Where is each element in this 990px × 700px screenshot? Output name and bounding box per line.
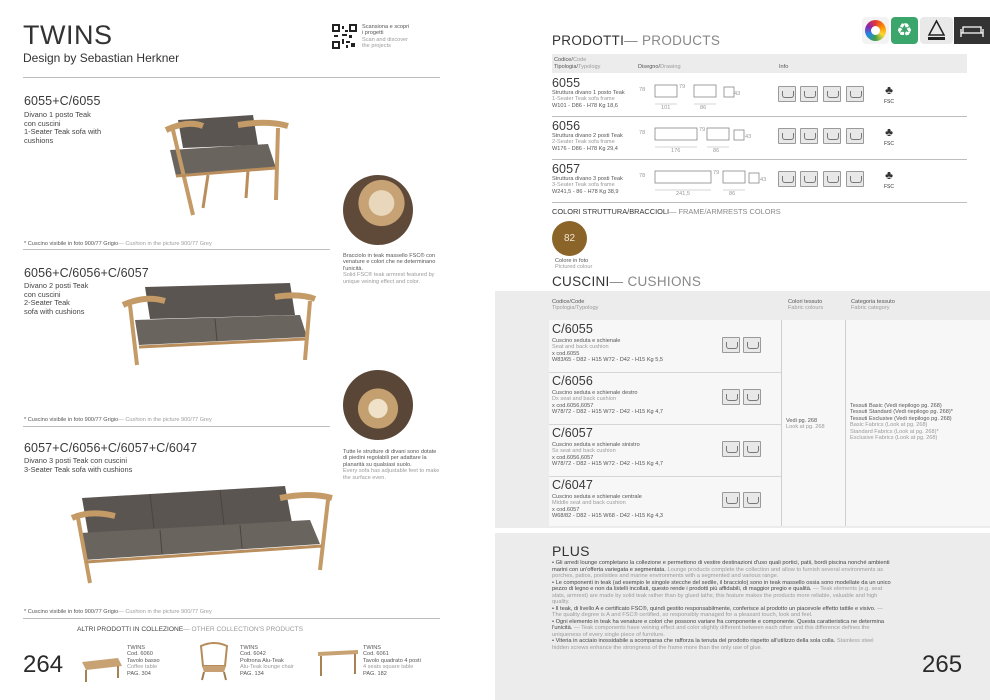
cushion-row-c6055[interactable]: C/6055 Cuscino seduta e schienale Seat and back cushion x cod.6055 W83/65 - D82 - H15 W72 - D42 - H15 Kg 5,5: [552, 322, 663, 364]
fsc-icon: ♣ FSC: [884, 125, 894, 147]
product-code: 6057+C/6056+C/6057+C/6047: [24, 441, 198, 455]
seat-info-icon[interactable]: [778, 171, 796, 187]
product-code: 6055+C/6055: [24, 94, 101, 108]
other-product-square-table[interactable]: TWINS Cod. 6061 Tavolo quadrato 4 posti 4 seats square table PAG. 182: [316, 640, 441, 685]
plus-item: • Il teak, di livello A e certificato FSC®, quindi gestito responsabilmente, conferisce al prodotto un piacevole effetto tattile e visivo. — The quality degree is A and FSC® certified, so responsibly managed for a pleasant touch, look and feel.: [552, 605, 883, 618]
fabric-categories: Tessuti Basic (Vedi riepilogo pg. 268) Tessuti Standard (Vedi riepilogo pg. 268)* Tessuti Exclusive (Vedi riepilogo pg. 268) Basic Fabrics (Look at pg. 268) Standard Fabrics (Look at pg. 268)* Exclusive Fabrics (Look at pg. 268): [850, 403, 953, 442]
stack-info-icon[interactable]: [823, 171, 841, 187]
cushion-care-icon[interactable]: [743, 337, 761, 353]
color-swatch-caption: Colore in foto Pictured colour: [555, 258, 593, 271]
page-number-right: 265: [922, 651, 963, 678]
weight-icon[interactable]: [920, 17, 953, 44]
recycle-icon[interactable]: ♻: [891, 17, 918, 44]
two-seater-image: [115, 275, 320, 375]
armrest-info-icon[interactable]: [800, 128, 818, 144]
category-column-divider: [845, 320, 846, 526]
assembly-info-icon[interactable]: [846, 128, 864, 144]
sofa-icon[interactable]: [954, 17, 990, 44]
qr-code[interactable]: [332, 24, 357, 49]
cushion-row-c6057[interactable]: C/6057 Cuscino seduta e schienale sinistro Sx seat and back cushion x cod.6056,6057 W78/72 - D82 - H15 W72 - D42 - H15 Kg 4,7: [552, 426, 663, 468]
fabric-column-divider: [781, 320, 782, 526]
stack-info-icon[interactable]: [823, 128, 841, 144]
cushion-note-3: * Cuscino visibile in foto 900/77 Grigio— Cushion in the picture 900/77 Grey: [24, 609, 212, 615]
product-desc-it: Divano 2 posti Teak con cuscini: [24, 281, 89, 299]
qr-caption: Scansiona e scopri i progetti Scan and discover the projects: [362, 24, 410, 50]
product-block-6055: [24, 94, 149, 145]
fabric-reference: Vedi pg. 268 Look at pg. 268: [786, 418, 825, 431]
plus-item: • Gli arredi lounge completano la collezione e permettono di vestire destinazioni d'uso quali portici, patii, bordi piscina nonché ambienti marini con un'offerta variegata e segmentata. Lounge products complete the collection and allow to furnish several environments as porches, patios, poolsides and marine environments with a segmented and various range.: [552, 560, 890, 579]
cushion-care-icon[interactable]: [743, 492, 761, 508]
armrest-info-icon[interactable]: [800, 171, 818, 187]
assembly-info-icon[interactable]: [846, 171, 864, 187]
cushion-care-icon[interactable]: [743, 389, 761, 405]
product-desc-en: 1-Seater Teak sofa with cushions: [24, 127, 102, 145]
plus-item: • Le componenti in teak (ad esempio le singole stecche del sedile, il bracciolo) sono in teak massello ossia sono modellate da un unico pezzo di legno e non da listelli incollati, questo rende i prodotti più affidabili, di maggior pregio e qualità. — Teak elements (e.g. seat slats, armrest) are made by solid teak rather than by glued laths; this feature makes the products more reliable, valuable and high quality.: [552, 579, 891, 605]
plus-item: • Ogni elemento in teak ha venature e colori che possono variare fra componente e componente. Questa caratteristica ne determina l'unicità. — Teak components have veining effect and color slightly different between each other and this difference defines the uniqueness of every single piece of furniture.: [552, 618, 885, 638]
fsc-icon: ♣ FSC: [884, 168, 894, 190]
assembly-info-icon[interactable]: [846, 86, 864, 102]
plus-list: [552, 560, 892, 651]
products-table-header: Codice/Code Tipologia/Typology Disegno/Drawing Info: [552, 54, 967, 73]
product-desc-it: Divano 3 posti Teak con cuscini: [24, 456, 127, 465]
product-row-6055[interactable]: 6055 Struttura divano 1 posto Teak 1-Seater Teak sofa frame W101 - D86 - H78 Kg 18,6: [552, 76, 625, 109]
products-header: PRODOTTI— PRODUCTS: [552, 33, 721, 48]
drawing-6056: 78 79 43 176 86: [639, 127, 752, 154]
product-row-6057[interactable]: 6057 Struttura divano 3 posti Teak 3-Seater Teak sofa frame W241,5 - 86 - H78 Kg 38,9: [552, 162, 623, 195]
armrest-detail-text: Bracciolo in teak massello FSC® con venature e colori che ne determinano l'unicità. Solid FSC® teak armrest featured by unique veining effect and color.: [343, 253, 436, 285]
other-products-title: ALTRI PRODOTTI IN COLLEZIONE— OTHER COLLECTION'S PRODUCTS: [77, 626, 304, 633]
color-swatch-82[interactable]: 82: [552, 221, 587, 256]
cushion-row-c6047[interactable]: C/6047 Cuscino seduta e schienale centrale Middle seat and back cushion x cod.6057 W68/82 - D82 - H15 W68 - D42 - H15 Kg 4,3: [552, 478, 663, 520]
three-seater-image: [70, 478, 340, 593]
product-desc-en: 3-Seater Teak sofa with cushions: [24, 464, 133, 474]
armchair-image: [148, 100, 298, 218]
armrest-detail-image: [343, 175, 413, 245]
cushion-note-1: * Cuscino visibile in foto 900/77 Grigio— Cushion in the picture 900/77 Grey: [24, 241, 212, 247]
feet-detail-text: Tutte le strutture di divani sono dotate di piedini regolabili per adattare la planarità su qualsiasi suolo. Every sofa has adjustable feet to make the surface even.: [343, 449, 440, 481]
cushion-seat-icon[interactable]: [722, 441, 740, 457]
cushions-col-code: Codice/Code Tipologia/Typology: [552, 299, 599, 312]
color-wheel-icon[interactable]: [862, 17, 889, 44]
product-code: 6056+C/6056+C/6057: [24, 266, 149, 280]
drawing-6057: 78 79 43 241,5 86: [639, 170, 767, 197]
divider: [23, 77, 440, 78]
cushion-seat-icon[interactable]: [722, 337, 740, 353]
cushion-note-2: * Cuscino visibile in foto 900/77 Grigio— Cushion in the picture 900/77 Grey: [24, 417, 212, 423]
page-title: TWINS: [23, 20, 113, 50]
plus-title: PLUS: [552, 543, 590, 559]
seat-info-icon[interactable]: [778, 128, 796, 144]
stack-info-icon[interactable]: [823, 86, 841, 102]
seat-info-icon[interactable]: [778, 86, 796, 102]
fsc-icon: ♣ FSC: [884, 83, 894, 105]
cushions-col-category: Categoria tessuto Fabric category: [851, 299, 895, 312]
plus-item: • Viteria in acciaio inossidabile a scomparsa che rafforza la tenuta del prodotto rispetto all'utilizzo della sola colla. Stainless steel hidden screws enhance the strongness of the frame more than the only use of glue.: [552, 638, 874, 651]
cushion-row-c6056[interactable]: C/6056 Cuscino seduta e schienale destro Dx seat and back cushion x cod.6056,6057 W78/72 - D82 - H15 W72 - D42 - H15 Kg 4,7: [552, 374, 663, 416]
cushion-seat-icon[interactable]: [722, 389, 740, 405]
cushion-care-icon[interactable]: [743, 441, 761, 457]
page-subtitle: Design by Sebastian Herkner: [23, 51, 180, 65]
drawing-6055: 78 79 43 101 86: [639, 84, 741, 111]
product-desc-en: 2-Seater Teak sofa with cushions: [24, 298, 85, 316]
cushions-header: CUSCINI— CUSHIONS: [552, 274, 702, 289]
page-number-left: 264: [23, 651, 64, 678]
cushion-seat-icon[interactable]: [722, 492, 740, 508]
other-product-lounge-chair[interactable]: TWINS Cod. 6042 Poltrona Alu-Teak Alu-Teak lounge chair PAG. 134: [193, 640, 313, 685]
product-block-6057: [24, 441, 244, 474]
other-product-coffee-table[interactable]: TWINS Cod. 6060 Tavolo basso Coffee table PAG. 304: [78, 640, 238, 685]
product-desc-it: Divano 1 posto Teak con cuscini: [24, 110, 91, 128]
armrest-info-icon[interactable]: [800, 86, 818, 102]
product-row-6056[interactable]: 6056 Struttura divano 2 posti Teak 2-Seater Teak sofa frame W176 - D86 - H78 Kg 29,4: [552, 119, 623, 152]
colors-title: COLORI STRUTTURA/BRACCIOLI— FRAME/ARMRESTS COLORS: [552, 207, 781, 216]
feet-detail-image: [343, 370, 413, 440]
cushions-col-fabric: Colori tessuto Fabric colours: [788, 299, 824, 312]
